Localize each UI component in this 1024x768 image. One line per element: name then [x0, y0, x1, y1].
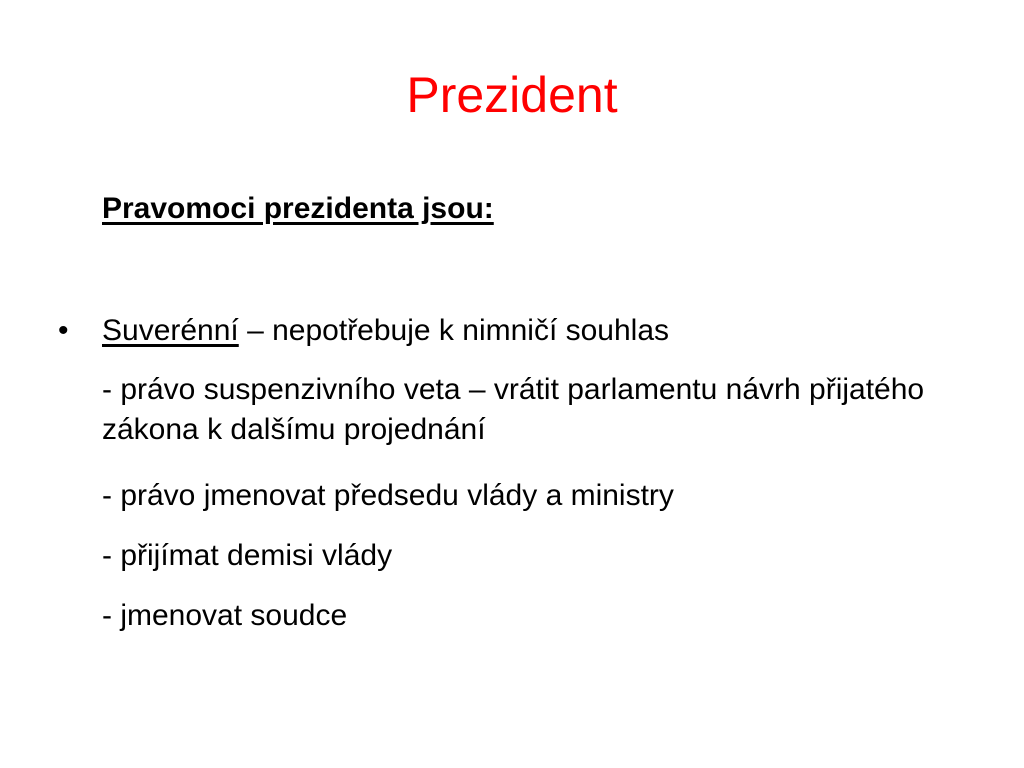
bullet-text: – nepotřebuje k nimničí souhlas [238, 314, 670, 347]
list-item: - přijímat demisi vlády [102, 539, 393, 572]
list-item: - právo suspenzivního veta – vrátit parlamentu návrh přijatého zákona k dalšímu projednání [102, 373, 925, 446]
bullet-term: Suverénní [102, 314, 239, 347]
list-item: - právo jmenovat předsedu vlády a ministry [102, 479, 674, 512]
section-heading: Pravomoci prezidenta jsou: [102, 192, 494, 225]
list-item: - jmenovat soudce [102, 599, 348, 632]
slide-title: Prezident [406, 67, 618, 123]
bullet-item [102, 310, 669, 352]
bullet-marker: • [58, 314, 69, 347]
